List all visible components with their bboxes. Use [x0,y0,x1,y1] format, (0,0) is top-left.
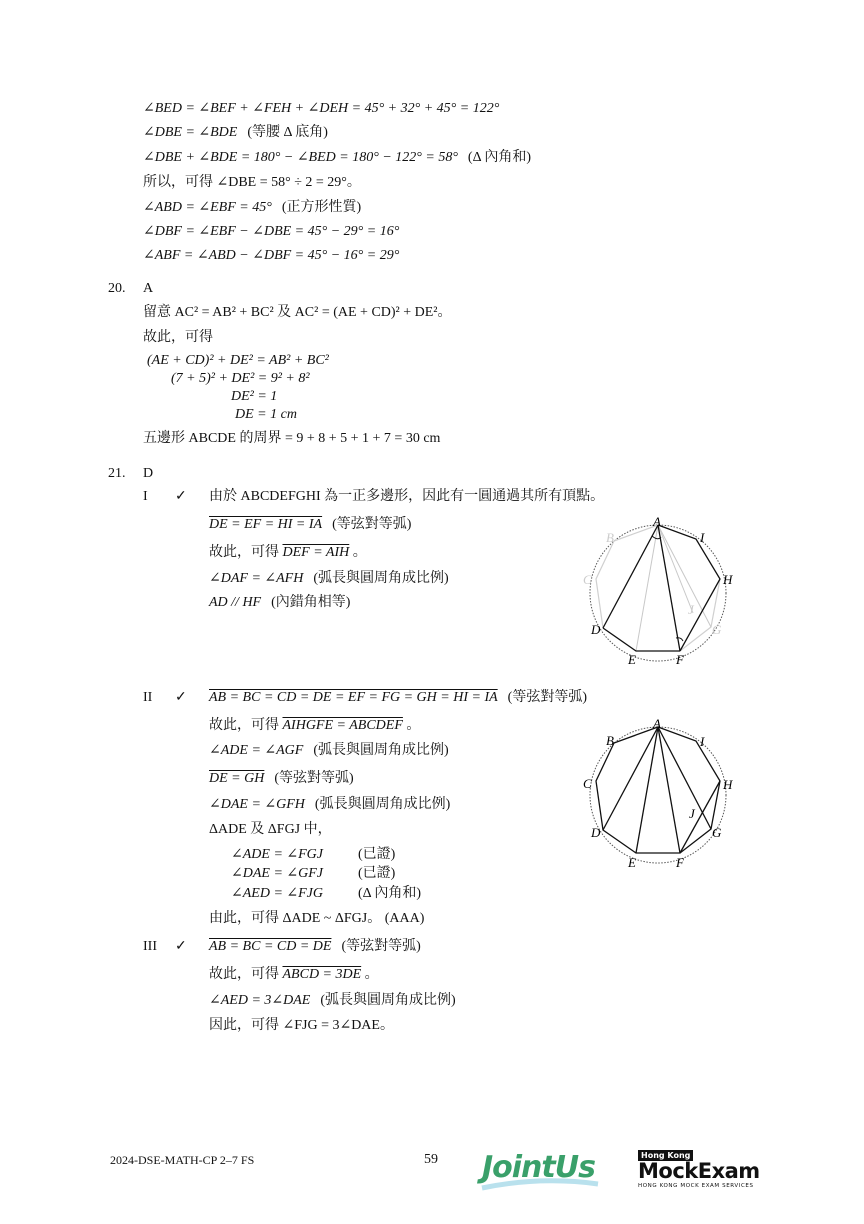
text: 故此，可得 [209,967,279,982]
part-i-label: I [143,489,148,504]
logo-text: JointUs [482,1150,595,1185]
part-iii-line1 [209,939,421,955]
polygon-dark-edges [603,628,680,651]
eq-abf: ∠ABF = ∠ABD − ∠DBF = 45° − 16° = 29° [143,248,400,263]
label-d: D [591,825,601,840]
mockexam-logo [638,1150,774,1190]
q20-eq1: (AE + CD)² + DE² = AB² + BC² [147,353,329,368]
part-i-check-icon: ✓ [175,489,187,504]
arc-eq: AIHGFE = ABCDEF [282,718,403,733]
logo-tag: Hong Kong [638,1150,693,1161]
q21-answer: D [143,466,154,481]
q20-eq4: DE = 1 cm [235,407,297,422]
part-ii-label: II [143,690,153,705]
part-ii-line1 [209,690,587,706]
label-f: F [676,855,684,870]
q20-eq2: (7 + 5)² + DE² = 9² + 8² [171,371,310,386]
reason: (弧長與圓周角成比例) [313,571,449,586]
part-ii-row2: ∠DAE = ∠GFJ [231,866,323,881]
arc-eq: ABCD = 3DE [282,967,362,982]
reason: (弧長與圓周角成比例) [314,797,451,812]
part-ii-row3: ∠AED = ∠FJG [231,886,323,901]
part-ii-line6: ΔADE 及 ΔFGJ 中， [209,822,332,837]
chord-af [658,727,680,853]
part-i-line3 [209,545,367,561]
q20-line2: 故此，可得 [143,330,213,345]
label-b: B [606,530,614,545]
eq-text: ∠AED = 3∠DAE [209,993,311,1008]
label-e: E [628,855,636,870]
eq-dbe-value: 所以，可得 ∠DBE = 58° ÷ 2 = 29°。 [143,175,361,190]
page-number: 59 [424,1152,438,1167]
eq-text: ∠DBE = ∠BDE [143,125,238,140]
eq-text: ∠DAF = ∠AFH [209,571,304,586]
text: 。 [364,967,379,982]
logo-main: MockExam [638,1159,760,1183]
label-g: G [712,622,722,637]
q20-line1: 留意 AC² = AB² + BC² 及 AC² = (AE + CD)² + DE²。 [143,305,452,320]
circumcircle [590,525,726,661]
eq-dbe-bde [143,125,328,141]
label-c: C [583,776,592,791]
label-j: J [689,806,695,821]
label-d: D [591,622,601,637]
text: 。 [352,545,367,560]
reason: (Δ 內角和) [467,150,531,165]
text: 故此，可得 [209,718,279,733]
label-c: C [583,572,592,587]
arc-eq: AB = BC = CD = DE = EF = FG = GH = HI = IA [209,690,498,705]
arc-eq: DE = EF = HI = IA [209,517,323,532]
eq-text: AD // HF [209,595,262,610]
eq-dbf: ∠DBF = ∠EBF − ∠DBE = 45° − 29° = 16° [143,224,400,239]
chord-grey-3 [636,525,658,651]
chord-grey-2 [658,525,693,613]
polygon-grey-edges [596,541,614,628]
part-iii-line3 [209,993,456,1009]
reason: (內錯角相等) [271,595,351,610]
eq-text: ∠ADE = ∠AGF [209,743,304,758]
q20-eq3: DE² = 1 [231,389,278,404]
arc-eq: AB = BC = CD = DE [209,939,332,954]
q20-number: 20. [108,281,126,296]
logo-sub: HONG KONG MOCK EXAM SERVICES [638,1183,754,1189]
part-ii-row1: ∠ADE = ∠FGJ [231,847,323,862]
q21-number: 21. [108,466,126,481]
part-ii-line4 [209,771,354,787]
label-h: H [723,777,733,792]
reason: (等腰 Δ 底角) [247,125,328,140]
label-e: E [628,652,636,667]
part-iii-check-icon: ✓ [175,939,187,954]
q20-perimeter: 五邊形 ABCDE 的周界 = 9 + 8 + 5 + 1 + 7 = 30 cm [143,431,441,446]
eq-abd [143,200,361,216]
chord-af [658,525,680,651]
label-h: H [723,572,733,587]
eq-text: ∠DAE = ∠GFH [209,797,305,812]
label-i: I [700,530,705,545]
label-i: I [700,734,705,749]
reason: (等弦對等弧) [274,771,354,786]
label-b: B [606,733,614,748]
reason: (弧長與圓周角成比例) [320,993,456,1008]
reason: (正方形性質) [281,200,362,215]
eq-text: ∠DBE + ∠BDE = 180° − ∠BED = 180° − 122° = 58° [143,150,458,165]
footer-code: 2024-DSE-MATH-CP 2–7 FS [110,1153,255,1167]
part-iii-label: III [143,939,157,954]
eq-sum [143,150,531,166]
part-iii-line4: 因此，可得 ∠FJG = 3∠DAE。 [209,1018,394,1033]
reason: (弧長與圓周角成比例) [313,743,449,758]
part-ii-row2-reason: (已證) [358,866,396,881]
chord-fh [680,781,720,853]
angle-mark-f [676,638,683,641]
reason: (等弦對等弧) [507,690,587,705]
part-iii-line2 [209,967,379,983]
label-a: A [653,514,661,529]
part-i-line1: 由於 ABCDEFGHI 為一正多邊形，因此有一圓通過其所有頂點。 [209,489,605,504]
part-i-line5 [209,595,350,611]
part-i-line4 [209,571,449,587]
part-ii-line7: 由此，可得 ΔADE ~ ΔFGJ。 (AAA) [209,911,425,926]
eq-text: ∠ABD = ∠EBF = 45° [143,200,272,215]
part-ii-check-icon: ✓ [175,690,187,705]
chord-ae [636,727,658,853]
eq-bed: ∠BED = ∠BEF + ∠FEH + ∠DEH = 45° + 32° + 45° = 122° [143,101,500,116]
part-ii-line3 [209,743,449,759]
arc-eq: DE = GH [209,771,265,786]
part-ii-row1-reason: (已證) [358,847,396,862]
figure-part-ii [580,712,740,872]
part-ii-line5 [209,797,450,813]
part-ii-line2 [209,718,420,734]
label-g: G [712,825,722,840]
q20-answer: A [143,281,154,296]
reason: (等弦對等弧) [341,939,421,954]
label-f: F [676,652,684,667]
text: 。 [406,718,421,733]
label-j: J [688,602,694,617]
figure-part-i [580,510,740,670]
arc-eq: DEF = AIH [282,545,350,560]
text: 故此，可得 [209,545,279,560]
reason: (等弦對等弧) [332,517,412,532]
part-ii-row3-reason: (Δ 內角和) [358,886,422,901]
part-i-line2 [209,517,411,533]
label-a: A [653,716,661,731]
jointus-logo [480,1148,600,1200]
